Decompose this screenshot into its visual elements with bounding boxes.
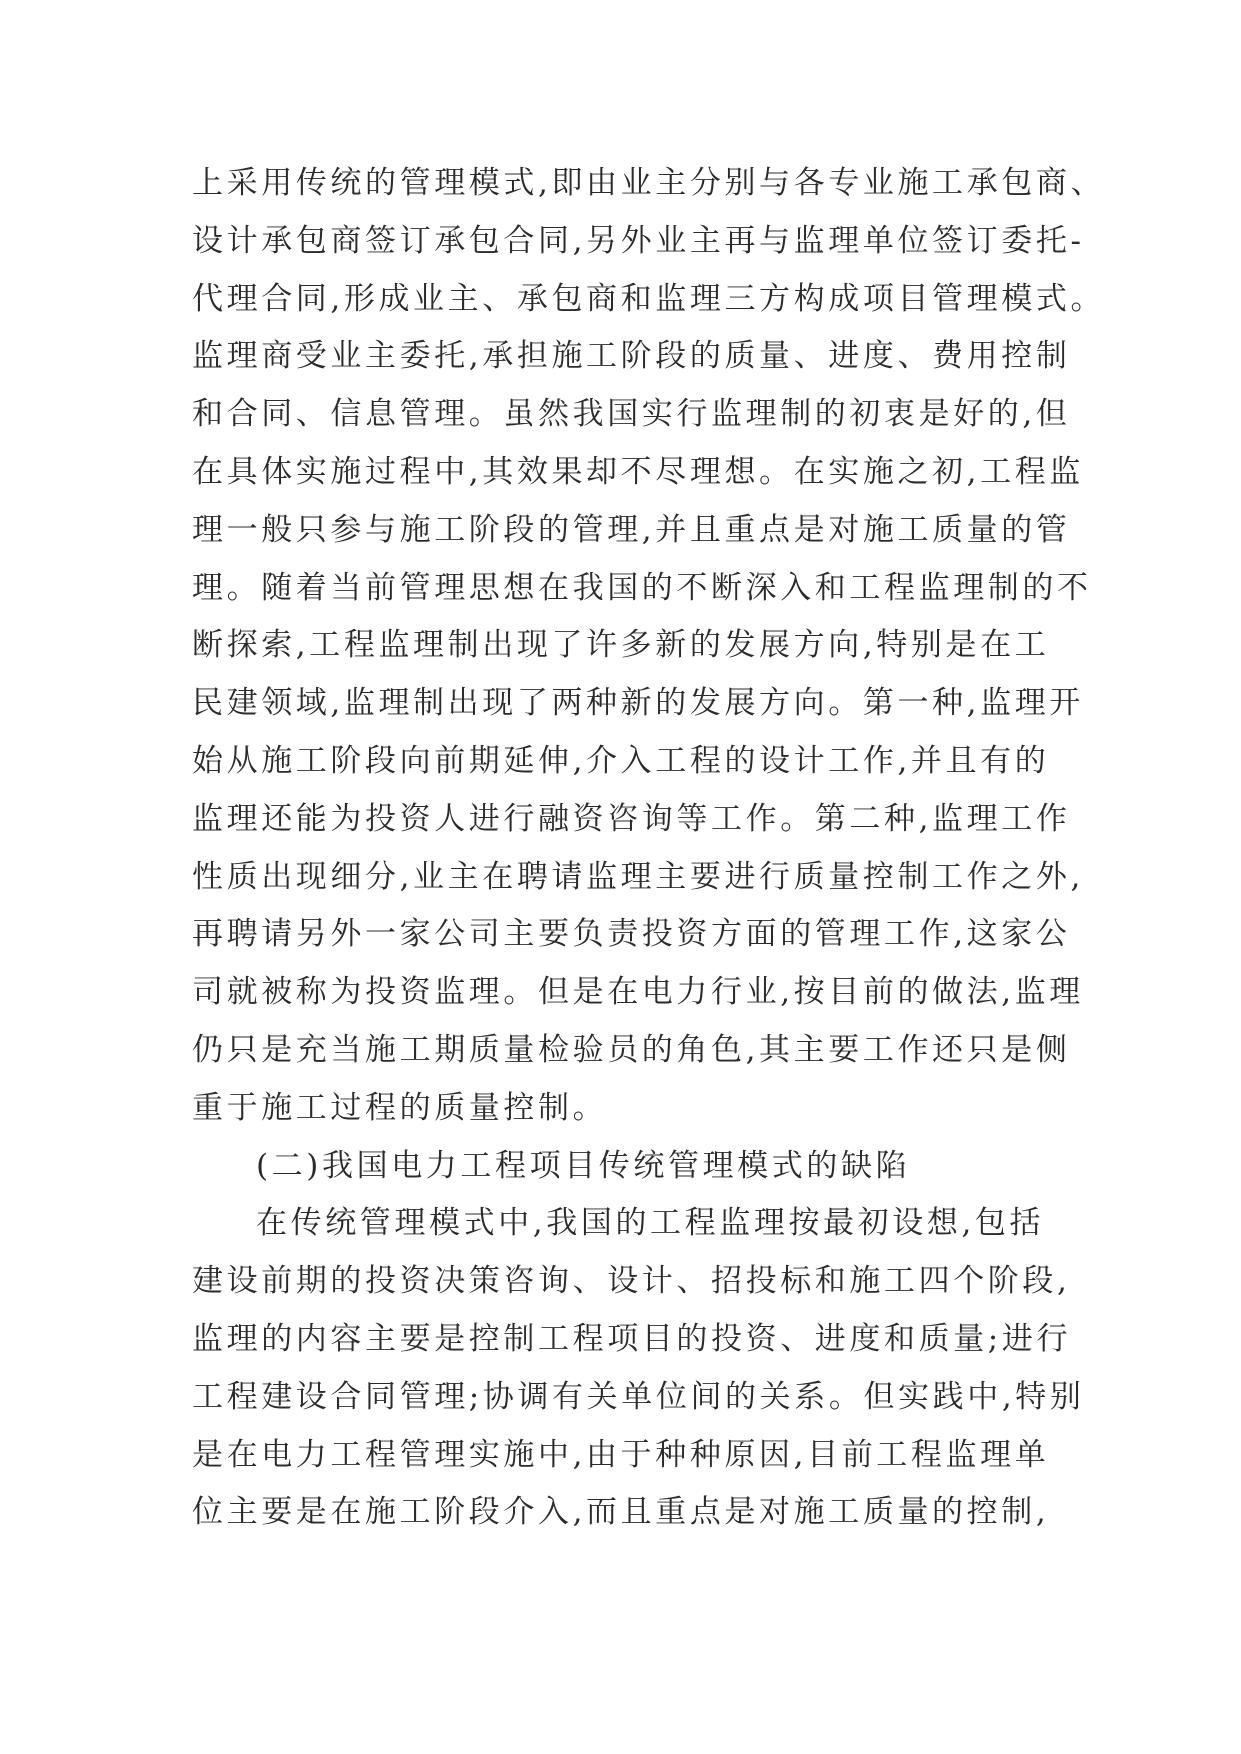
text-line: 监理还能为投资人进行融资咨询等工作。第二种,监理工作 (192, 800, 1071, 837)
text-line: 在具体实施过程中,其效果却不尽理想。在实施之初,工程监 (192, 453, 1084, 490)
text-line: 建设前期的投资决策咨询、设计、招投标和施工四个阶段, (192, 1263, 1071, 1300)
body-text (192, 155, 1106, 1542)
text-line: 监理商受业主委托,承担施工阶段的质量、进度、费用控制 (192, 338, 1071, 375)
section-heading: (二)我国电力工程项目传统管理模式的缺陷 (256, 1147, 911, 1184)
text-line: 理一般只参与施工阶段的管理,并且重点是对施工质量的管 (192, 511, 1071, 548)
text-line: 再聘请另外一家公司主要负责投资方面的管理工作,这家公 (192, 916, 1071, 953)
text-line: 理。随着当前管理思想在我国的不断深入和工程监理制的不 (192, 569, 1092, 606)
text-line: 监理的内容主要是控制工程项目的投资、进度和质量;进行 (192, 1320, 1072, 1357)
text-line: 上采用传统的管理模式,即由业主分别与各专业施工承包商、 (192, 165, 1106, 201)
text-line: 代理合同,形成业主、承包商和监理三方构成项目管理模式。 (192, 280, 1106, 317)
text-line: 工程建设合同管理;协调有关单位间的关系。但实践中,特别 (192, 1378, 1085, 1415)
text-line: 位主要是在施工阶段介入,而且重点是对施工质量的控制, (192, 1494, 1050, 1531)
text-line: 是在电力工程管理实施中,由于种种原因,目前工程监理单 (192, 1436, 1050, 1473)
text-line: 性质出现细分,业主在聘请监理主要进行质量控制工作之外, (192, 858, 1084, 895)
text-line: 断探索,工程监理制出现了许多新的发展方向,特别是在工 (192, 627, 1050, 664)
text-line: 民建领域,监理制出现了两种新的发展方向。第一种,监理开 (192, 685, 1084, 722)
text-line: 重于施工过程的质量控制。 (192, 1089, 608, 1126)
text-line: 仍只是充当施工期质量检验员的角色,其主要工作还只是侧 (192, 1031, 1071, 1068)
text-line: 设计承包商签订承包合同,另外业主再与监理单位签订委托- (192, 222, 1085, 259)
text-line: 在传统管理模式中,我国的工程监理按最初设想,包括 (256, 1205, 1045, 1242)
text-line: 司就被称为投资监理。但是在电力行业,按目前的做法,监理 (192, 974, 1084, 1011)
text-line: 和合同、信息管理。虽然我国实行监理制的初衷是好的,但 (192, 396, 1071, 433)
text-line: 始从施工阶段向前期延伸,介入工程的设计工作,并且有的 (192, 742, 1050, 779)
